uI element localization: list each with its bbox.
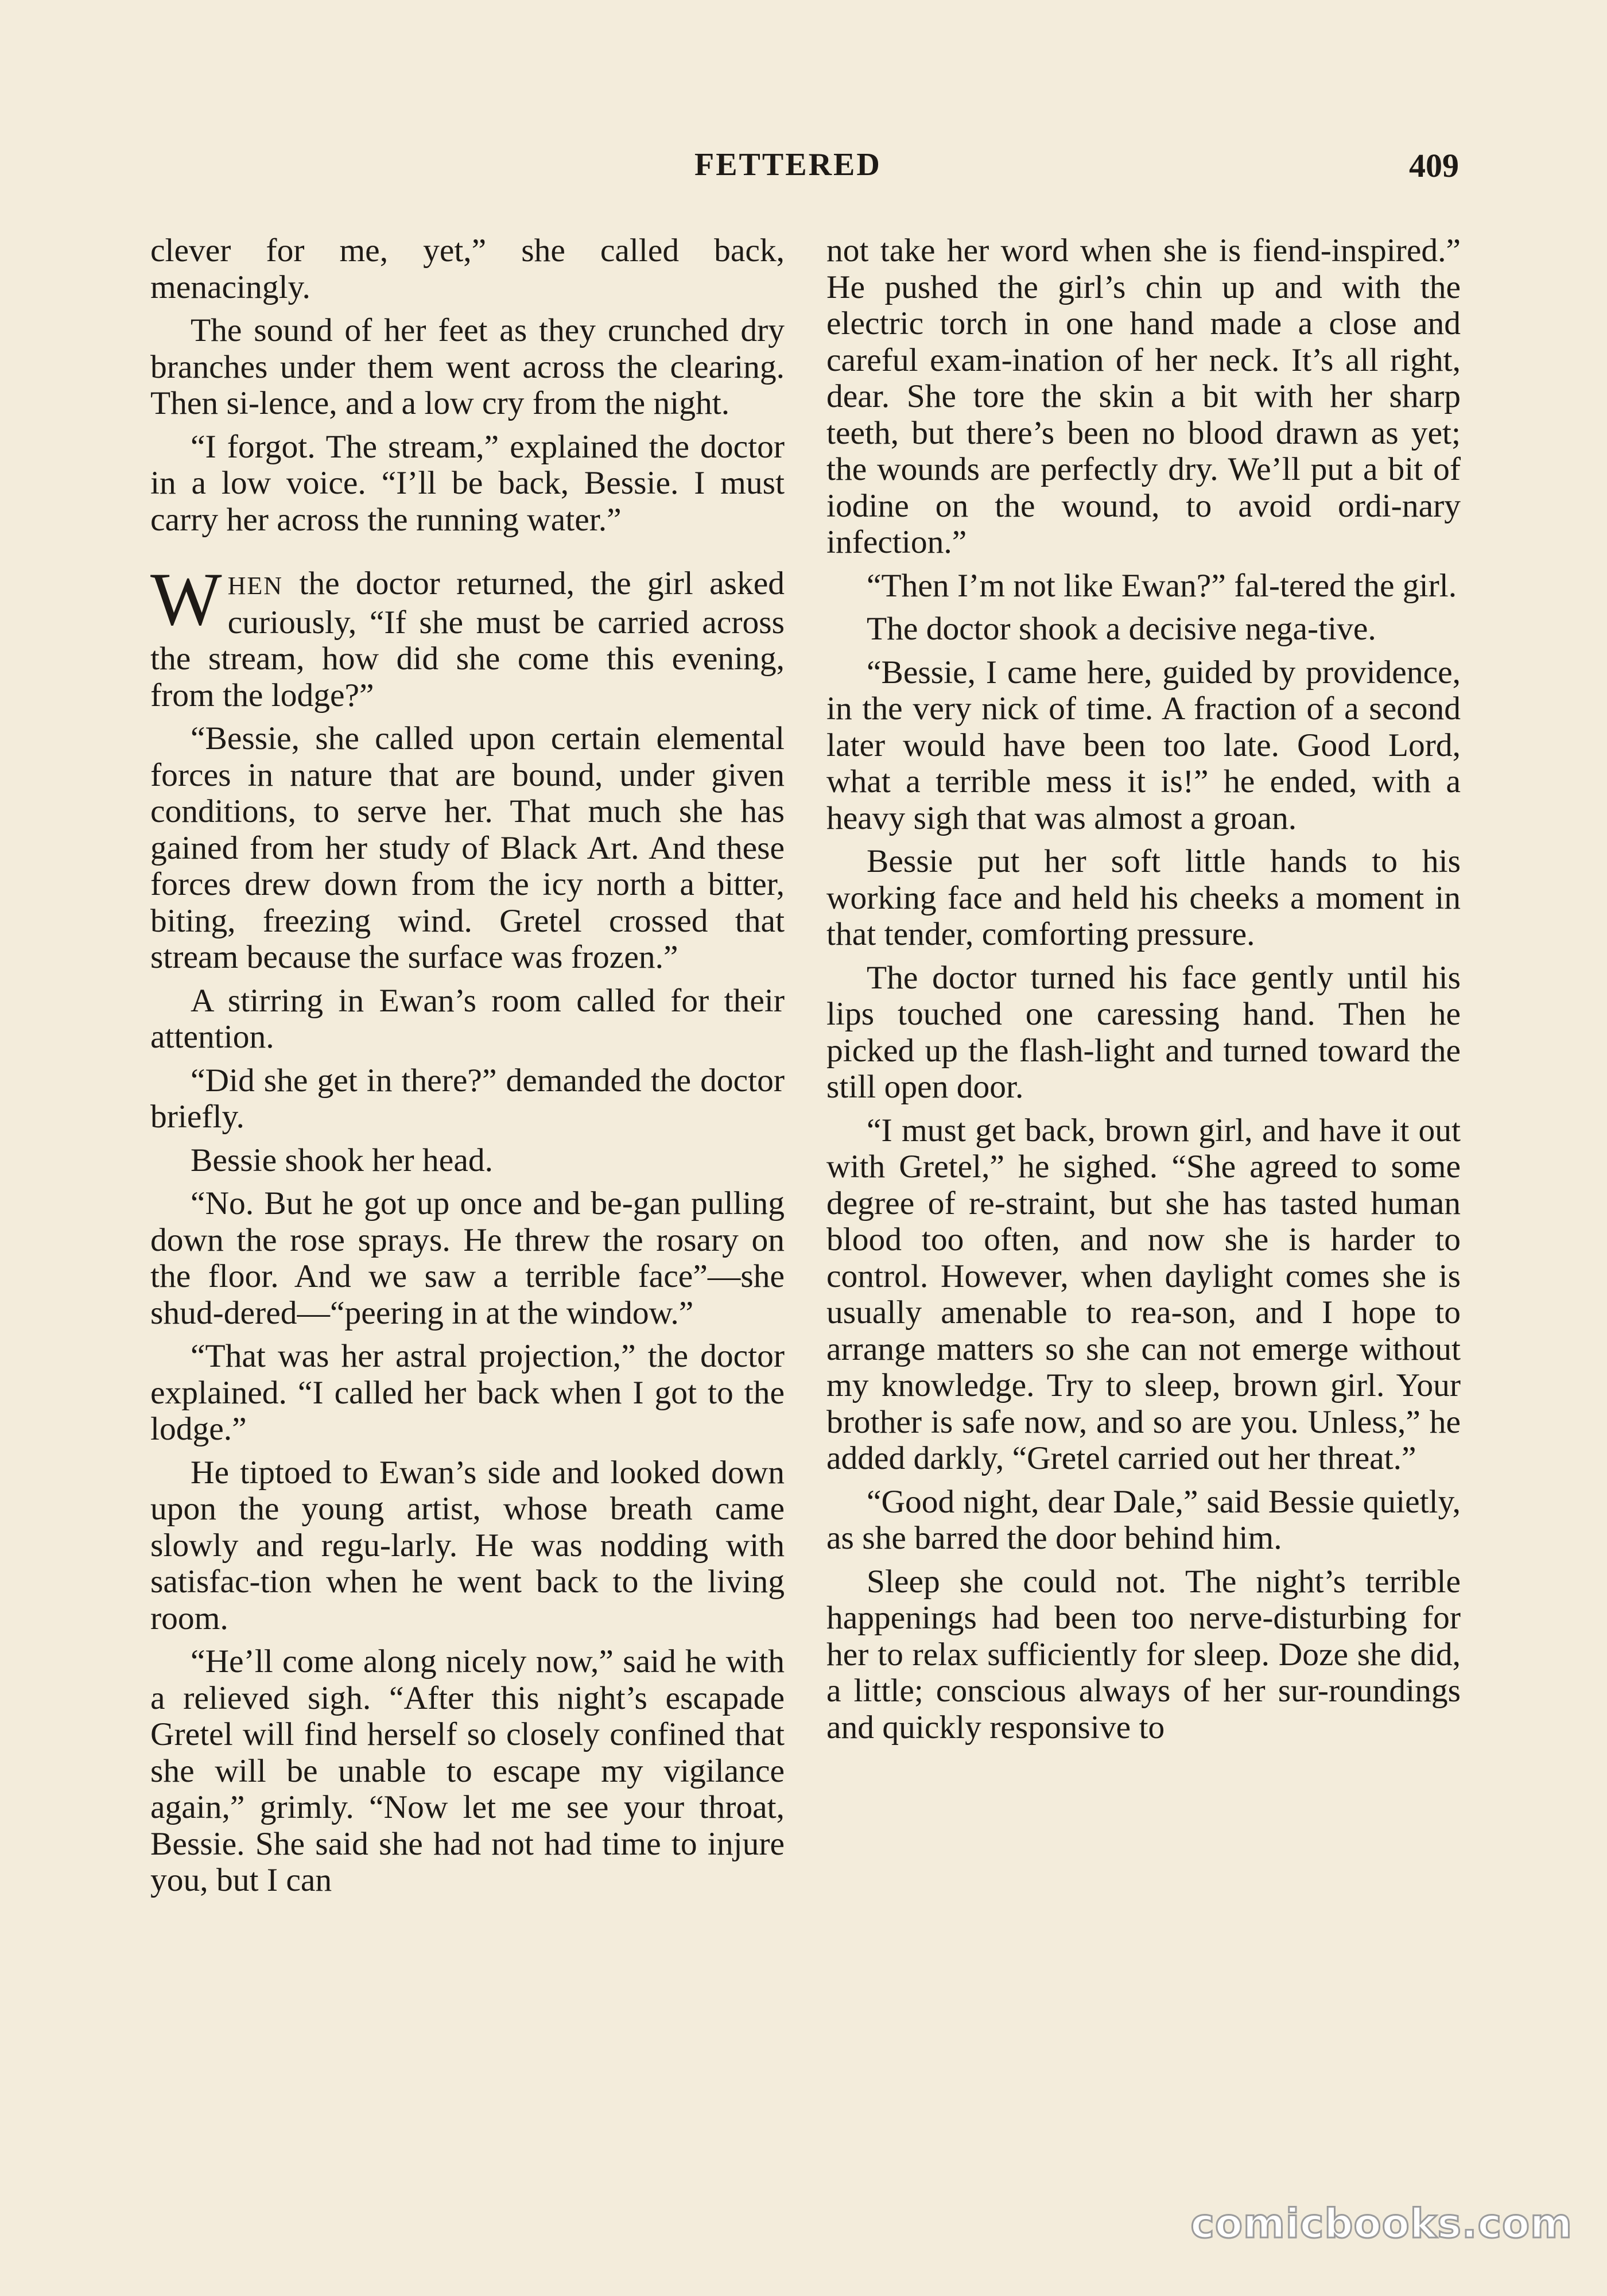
paragraph: The doctor shook a decisive nega-tive. (867, 611, 1376, 647)
paragraph: “He’ll come along nicely now,” said he with a relieved sigh. “After this night’s escapade Gretel will find herself so closely confined that she will be unable to escape my vigilance again,” grimly. “Now let me see your throat, Bessie. She said she had not had time to injure you, but I can (150, 1643, 785, 1898)
paragraph: “That was her astral projection,” the doctor explained. “I called her back when I got to the lodge.” (150, 1338, 785, 1447)
paragraph: “No. But he got up once and be-gan pulling down the rose sprays. He threw the rosary on the floor. And we saw a terrible face”—she shud-dered—“peering in at the window.” (150, 1185, 785, 1331)
paragraph: “Did she get in there?” demanded the doctor briefly. (150, 1062, 785, 1135)
small-caps-lead: HEN (227, 572, 284, 600)
section-opening-paragraph (150, 557, 785, 713)
paragraph: “Then I’m not like Ewan?” fal-tered the girl. (867, 567, 1457, 604)
paragraph: The doctor turned his face gently until his lips touched one caressing hand. Then he picked up the flash-light and turned toward the still open door. (826, 959, 1461, 1105)
left-column (150, 232, 785, 1906)
watermark: comicbooks.com (1190, 2200, 1573, 2247)
paragraph: He tiptoed to Ewan’s side and looked down upon the young artist, whose breath came slowly and regu-larly. He was nodding with satisfac-tion when he went back to the living room. (150, 1454, 785, 1636)
paragraph: Bessie shook her head. (191, 1142, 493, 1178)
paragraph: “Bessie, I came here, guided by providence, in the very nick of time. A fraction of a second later would have been too late. Good Lord, what a terrible mess it is!” he ended, with a heavy sigh that was almost a groan. (826, 654, 1461, 836)
paragraph: not take her word when she is fiend-inspired.” He pushed the girl’s chin up and with the electric torch in one hand made a close and careful exam-ination of her neck. It’s all right, dear. She tore the skin a bit with her sharp teeth, but there’s been no blood drawn as yet; the wounds are perfectly dry. We’ll put a bit of iodine on the wound, to avoid ordi-nary infection.” (826, 232, 1461, 560)
paragraph: Bessie put her soft little hands to his working face and held his cheeks a moment in that tender, comforting pressure. (826, 843, 1461, 952)
paragraph: “Good night, dear Dale,” said Bessie quietly, as she barred the door behind him. (826, 1483, 1461, 1556)
paragraph: clever for me, yet,” she called back, menacingly. (150, 232, 785, 305)
paragraph: “Bessie, she called upon certain elemental forces in nature that are bound, under given conditions, to serve her. That much she has gained from her study of Black Art. And these forces drew down from the icy north a bitter, biting, freezing wind. Gretel crossed that stream because the surface was frozen.” (150, 720, 785, 975)
right-column (826, 232, 1461, 1752)
paragraph: “I forgot. The stream,” explained the doctor in a low voice. “I’ll be back, Bessie. I must carry her across the running water.” (150, 428, 785, 538)
paragraph: “I must get back, brown girl, and have it out with Gretel,” he sighed. “She agreed to some degree of re-straint, but she has tasted human blood too often, and now she is harder to control. However, when daylight comes she is usually amenable to rea-son, and I hope to arrange matters so she can not emerge without my knowledge. Try to sleep, brown girl. Your brother is safe now, and so are you. Unless,” he added darkly, “Gretel carried out her threat.” (826, 1112, 1461, 1476)
drop-cap: W (150, 557, 222, 641)
paragraph-text: the doctor returned, the girl asked curiously, “If she must be carried across the stream, how did she come this evening, from the lodge?” (150, 565, 785, 713)
paragraph: A stirring in Ewan’s room called for their attention. (150, 982, 785, 1055)
paragraph: The sound of her feet as they crunched dry branches under them went across the clearing. Then si-lence, and a low cry from the night. (150, 312, 785, 421)
running-head (0, 146, 1607, 192)
paragraph: Sleep she could not. The night’s terrible happenings had been too nerve-disturbing for her to relax sufficiently for sleep. Doze she did, a little; conscious always of her sur-roundings and quickly responsive to (826, 1563, 1461, 1746)
page-number: 409 (1409, 147, 1459, 184)
chapter-title: FETTERED (694, 147, 882, 183)
